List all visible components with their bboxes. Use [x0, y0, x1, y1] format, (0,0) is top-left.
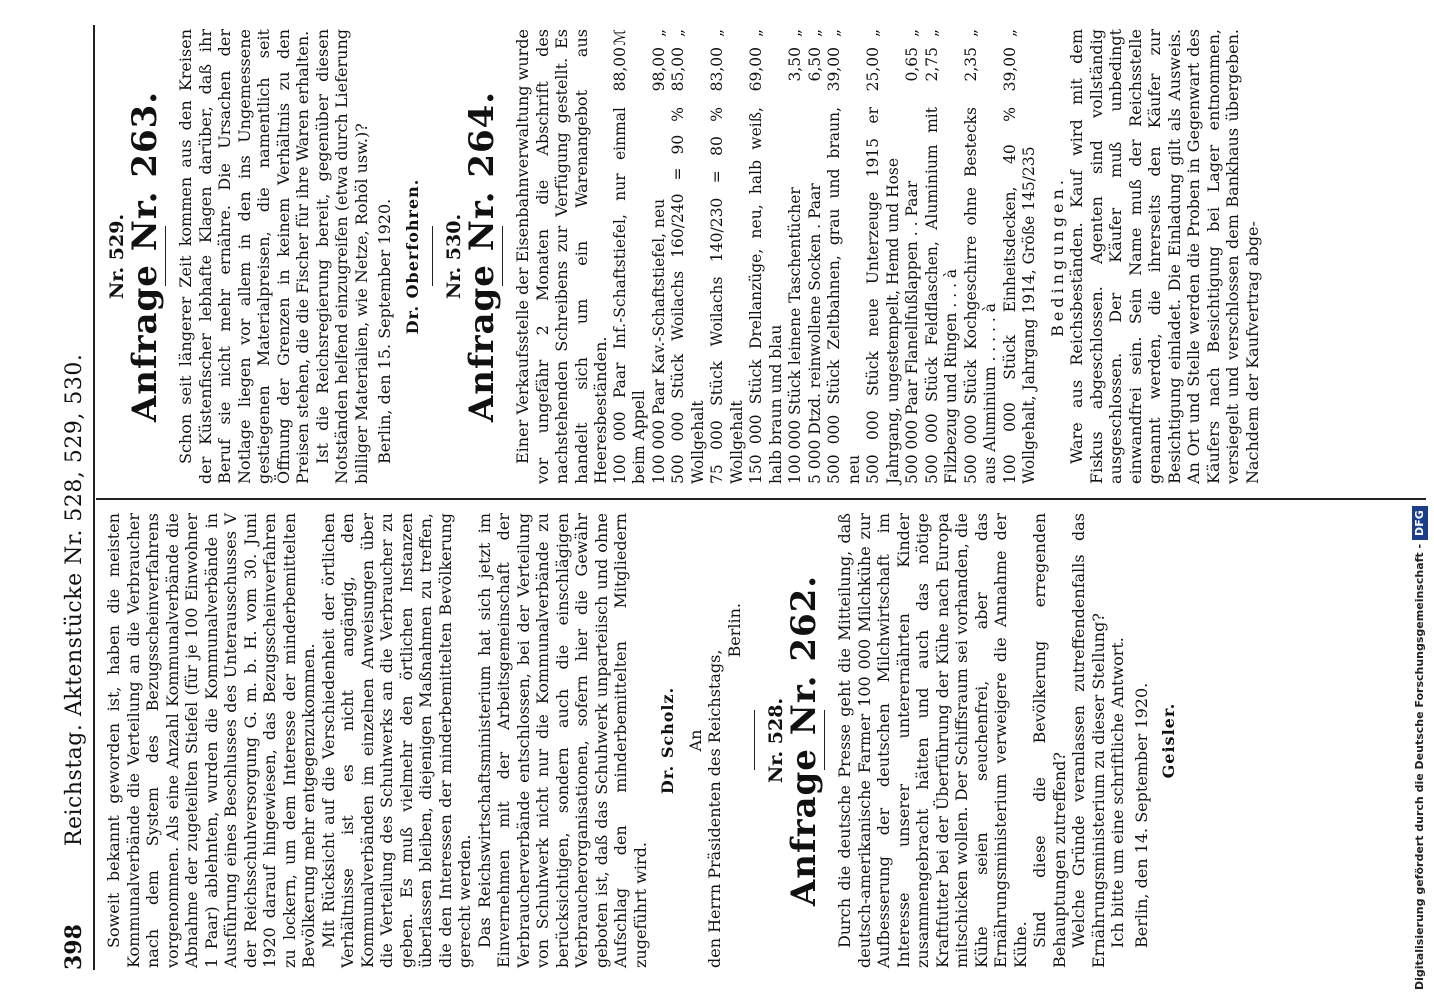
heading-anfrage-264: Anfrage Nr. 264. — [461, 90, 502, 423]
separator-rule — [432, 227, 433, 287]
item-desc: 500 000 Stück Kochgeschirre ohne Bestecks aus Aluminium . . . . . à — [961, 107, 999, 484]
paragraph: Ist die Reichsregierung bereit, gegenüber diesen Notständen helfend einzugreifen (etwa durch Lieferung billiger Materialien, wie Netze, Rohöl usw.)? — [312, 29, 371, 484]
item-price: 69,00 — [747, 47, 765, 92]
conditions-heading: Bedingungen. — [1047, 176, 1067, 337]
heading-anfrage-263: Anfrage Nr. 263. — [124, 90, 165, 423]
page-number: 398 — [61, 924, 87, 970]
item-price: 39,00 — [1000, 47, 1019, 92]
item-unit: „ — [922, 29, 941, 38]
signature-geisler: Geisler. — [1159, 702, 1178, 779]
paragraph: Welche Gründe veranlassen zutreffendenfalls das Ernährungsministerium zu dieser Stellung? — [1069, 513, 1108, 968]
table-row — [962, 29, 1001, 484]
table-row — [806, 29, 826, 484]
item-unit: „ — [708, 29, 726, 38]
item-unit: „ — [864, 29, 882, 38]
item-price: 88,00 — [610, 47, 629, 92]
item-desc: 500 000 Stück Woilachs 160/240 = 90 % Wollgehalt — [669, 107, 707, 484]
table-row — [708, 29, 747, 484]
paragraph: Mit Rücksicht auf die Verschiedenheit der örtlichen Verhältnisse ist es nicht angängig, den Kommunalverbänden im einzelnen Anweisungen über die Verteilung des Schuhwerks an die Verbraucher zu geben. Es muß vielmehr den örtlichen Instanzen überlassen bleiben, diejenigen Maßnahmen zu treffen, die den Interessen der minderbemittelten Bevölkerung gerecht werden. — [318, 513, 474, 968]
address-city: Berlin. — [724, 603, 744, 658]
item-desc: 500 000 Paar Flanellfußlappen . . Paar — [903, 180, 921, 484]
signature-scholz: Dr. Scholz. — [658, 686, 677, 795]
document-number-529: Nr. 529. — [106, 213, 128, 300]
item-unit: „ — [747, 29, 765, 38]
table-row — [903, 29, 923, 484]
separator-rule — [754, 711, 755, 771]
paragraph: Durch die deutsche Presse geht die Mitteilung, daß deutsch-amerikanische Farmer 100 000 Milchkühe zur Aufbesserung der deutschen Milchwirtschaft im Interesse unserer unterernährten Kinder zusammengebracht hätten und auch das nötige Kraftfutter bei der Überführung der Kühe nach Europa mitschicken wollen. Der Schiffsraum sei vorhanden, die Kühe seien seuchenfrei, aber das Ernährungsministerium verweigere die Annahme der Kühe. — [835, 513, 1030, 968]
paragraph: Einer Verkaufsstelle der Eisenbahnverwaltung wurde vor ungefähr 2 Monaten die Abschrift des nachstehenden Schreibens zur Verfügung gestellt. Es handelt sich um ein Warenangebot aus Heeresbeständen. — [513, 29, 610, 484]
item-price: 39,00 — [825, 47, 843, 92]
item-price: 83,00 — [708, 47, 726, 92]
table-row — [650, 29, 670, 484]
item-unit: „ — [805, 29, 824, 38]
page-title: Reichstag. Aktenstücke Nr. 528, 529, 530. — [61, 353, 87, 847]
document-number-530: Nr. 530. — [443, 213, 465, 300]
left-column — [104, 513, 1187, 968]
item-desc: 100 000 Stück leinene Taschentücher — [786, 187, 804, 484]
date-262: Berlin, den 14. September 1920. — [1131, 682, 1151, 948]
item-desc: 100 000 Paar Kav.-Schaftstiefel, neu — [649, 198, 668, 484]
item-desc: 5 000 Dtzd. reinwollene Socken . Paar — [805, 183, 824, 484]
item-unit: „ — [825, 29, 843, 38]
item-price: 85,00 — [669, 47, 687, 92]
separator-rule — [502, 227, 503, 287]
address-an: An — [685, 729, 705, 752]
dfg-logo: DFG — [1412, 506, 1428, 540]
paragraph: Ich bitte um eine schriftliche Antwort. — [1108, 637, 1127, 948]
item-price: 25,00 — [864, 47, 882, 92]
item-unit: „ — [649, 29, 668, 38]
column-divider — [96, 498, 1426, 500]
item-unit: ℳ — [610, 29, 629, 46]
table-row — [1001, 29, 1040, 484]
item-price: 2,35 — [961, 47, 980, 82]
stamp-text: Digitalisierung gefördert durch die Deutsche Forschungsgemeinschaft - — [1413, 543, 1426, 990]
paragraph: Sind diese die Bevölkerung erregenden Behauptungen zutreffend? — [1030, 513, 1069, 968]
item-price: 3,50 — [786, 47, 804, 82]
item-desc: 150 000 Stück Drellanzüge, neu, halb weiß, halb braun und blau — [747, 107, 785, 484]
paragraph: Soweit bekannt geworden ist, haben die meisten Kommunalverbände die Verteilung an die Verbraucher nach dem System des Bezugsscheinverfahrens vorgenommen. Als eine Anzahl Kommunalverbände die Abnahme der zugeteilten Stiefel (für je 100 Einwohner 1 Paar) ablehnten, wurden die Kommunalverbände in Ausführung eines Beschlusses des Unterausschusses V der Reichsschuhversorgung G. m. b. H. vom 30. Juni 1920 darauf hingewiesen, das Bezugsscheinverfahren zu lockern, um dem Interesse der minderbemittelten Bevölkerung mehr entgegenzukommen. — [104, 513, 318, 968]
item-desc: 75 000 Stück Woilachs 140/230 = 80 % Wollgehalt — [708, 107, 746, 484]
item-unit: „ — [669, 29, 687, 38]
item-desc: 100 000 Stück Einheitsdecken, 40 % Wollgehalt, Jahrgang 1914, Größe 145/235 — [1000, 107, 1038, 484]
item-unit: „ — [961, 29, 980, 38]
paragraph: Schon seit längerer Zeit kommen aus den Kreisen der Küstenfischer lebhafte Klagen darüber, daß ihr Beruf sie nicht mehr ernähre. Die Ursachen der Notlage liegen vor allem in den ins Ungemessene gestiegenen Materialpreisen, die namentlich seit Öffnung der Grenzen in keinem Verhältnis zu den Preisen stehen, die die Fischer für ihre Waren erhalten. — [176, 29, 312, 484]
item-unit: „ — [1000, 29, 1019, 38]
item-desc: 500 000 Stück Feldflaschen, Aluminium mit Filzbezug und Ringen . . . à — [922, 107, 960, 484]
table-row — [747, 29, 786, 484]
item-desc: 100 000 Paar Inf.-Schaftstiefel, nur einmal beim Appell — [610, 107, 648, 484]
item-price: 0,65 — [903, 47, 921, 82]
table-row — [611, 29, 650, 484]
item-unit: „ — [786, 29, 804, 38]
signature-oberfohren: Dr. Oberfohren. — [402, 178, 422, 335]
paragraph: Ware aus Reichsbeständen. Kauf wird mit dem Fiskus abgeschlossen. Agenten sind vollständig ausgeschlossen. Der Käufer muß unbedingt einwandfrei sein. Sein Name muß der Reichsstelle genannt werden, die ihrerseits den Käufer zur Besichtigung einladet. Die Einladung gilt als Ausweis. An Ort und Stelle werden die Proben in Gegenwart des Käufers nach Besichtigung bei Lager entnommen, versiegelt und verschlossen dem Bankhaus übergeben. Nachdem der Kaufvertrag abge- — [1067, 29, 1262, 484]
item-price: 2,75 — [922, 47, 941, 82]
table-row — [786, 29, 806, 484]
item-price: 98,00 — [649, 47, 668, 92]
table-row — [669, 29, 708, 484]
right-column — [104, 29, 1262, 484]
item-price: 6,50 — [805, 47, 824, 82]
heading-anfrage-262: Anfrage Nr. 262. — [783, 574, 824, 907]
table-row — [864, 29, 903, 484]
item-desc: 500 000 Stück neue Unterzeuge 1915 er Jahrgang, ungestempelt, Hemd und Hose — [864, 107, 902, 484]
item-desc: 500 000 Stück Zeltbahnen, grau und braun, neu — [825, 107, 863, 484]
separator-rule — [165, 227, 166, 287]
digitization-stamp — [1408, 10, 1432, 990]
separator-rule — [824, 711, 825, 771]
address-recipient: den Herrn Präsidenten des Reichstags, — [705, 649, 724, 968]
page-header — [56, 25, 92, 970]
table-row — [923, 29, 962, 484]
item-unit: „ — [903, 29, 921, 38]
date-263: Berlin, den 15. September 1920. — [375, 198, 394, 464]
document-number-528: Nr. 528. — [765, 697, 787, 784]
table-row — [825, 29, 864, 484]
offer-table — [611, 29, 1040, 484]
header-rule — [93, 25, 95, 970]
paragraph: Das Reichswirtschaftsministerium hat sich jetzt im Einvernehmen mit der Arbeitsgemeinschaft der Verbraucherverbände entschlossen, bei der Verteilung von Schuhwerk nicht nur die Kommunalverbände zu berücksichtigen, sondern auch die einschlägigen Verbraucherorganisationen, sofern hier die Gewähr geboten ist, daß das Schuhwerk unparteiisch und ohne Aufschlag den minderbemittelten Mitgliedern zugeführt wird. — [474, 513, 650, 968]
